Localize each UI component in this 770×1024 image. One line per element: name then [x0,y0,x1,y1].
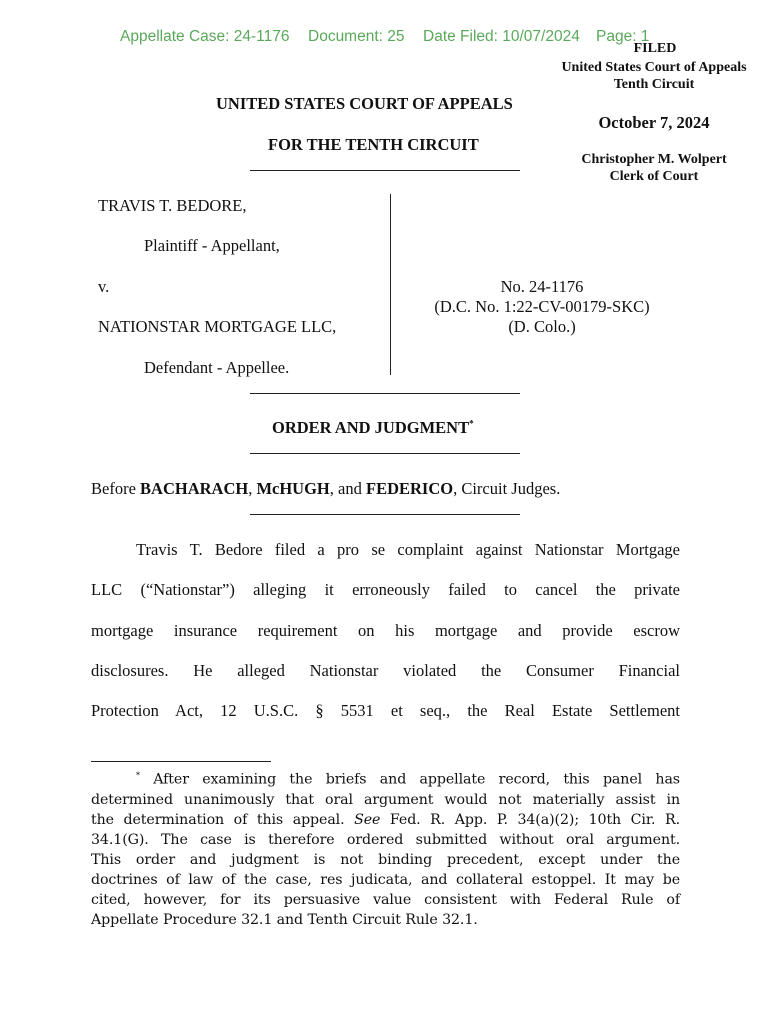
footnote-line: 34.1(G). The case is therefore ordered submitted without oral argument. [91,832,680,848]
divider [250,393,520,394]
case-number: No. 24-1176 [500,277,584,296]
body-line: disclosures. He alleged Nationstar violated the Consumer Financial [91,661,680,680]
footnote-line: doctrines of law of the case, res judicata, and collateral estoppel. It may be [91,872,680,888]
judge-name: McHUGH [256,479,330,498]
divider [250,514,520,515]
caption-vertical-divider [390,194,391,375]
body-line: mortgage insurance requirement on his mortgage and provide escrow [91,621,680,640]
plaintiff-name: TRAVIS T. BEDORE, [98,196,247,215]
body-line: Protection Act, 12 U.S.C. § 5531 et seq., the Real Estate Settlement [91,701,680,720]
header-page-number: Page: 1 [596,28,650,45]
footnote-line: This order and judgment is not binding precedent, except under the [91,852,680,868]
defendant-name: NATIONSTAR MORTGAGE LLC, [98,317,337,336]
body-line: Travis T. Bedore filed a pro se complaint against Nationstar Mortgage [136,540,680,559]
court-title-line2: FOR THE TENTH CIRCUIT [268,135,479,154]
footnote-mark: * [136,771,140,780]
panel-before: Before [91,479,141,498]
stamp-filed: FILED [633,41,677,56]
footnote-reference: * [469,418,474,429]
footnote-line: determined unanimously that oral argument would not materially assist in [91,792,680,808]
footnote-line: cited, however, for its persuasive value consistent with Federal Rule of [91,892,680,908]
header-case-number: Appellate Case: 24-1176 [120,28,290,45]
header-document-number: Document: 25 [308,28,405,45]
stamp-court: United States Court of Appeals [561,60,747,75]
divider [250,170,520,171]
footnote-separator [91,761,271,762]
footnote-text: Fed. R. App. P. 34(a)(2); 10th Cir. R. [380,812,680,828]
stamp-circuit: Tenth Circuit [613,77,695,92]
stamp-clerk-name: Christopher M. Wolpert [581,152,727,167]
panel-line [91,479,560,499]
divider [250,453,520,454]
court-title-line1: UNITED STATES COURT OF APPEALS [216,94,513,113]
footnote-text: the determination of this appeal. [91,812,355,828]
body-line: LLC (“Nationstar”) alleging it erroneously failed to cancel the private [91,580,680,599]
judge-name: FEDERICO [365,479,454,498]
footnote-line [136,771,680,788]
footnote-line [91,812,680,828]
plaintiff-role: Plaintiff - Appellant, [144,236,280,255]
versus: v. [98,277,110,296]
stamp-date: October 7, 2024 [598,113,710,132]
footnote-text: After examining the briefs and appellate record, this panel has [139,771,680,788]
district-court-number: (D.C. No. 1:22-CV-00179-SKC) [434,297,650,316]
panel-suffix: , Circuit Judges. [453,479,561,498]
footnote-signal: See [354,812,381,828]
header-date-filed: Date Filed: 10/07/2024 [423,28,580,45]
stamp-clerk-title: Clerk of Court [609,169,699,184]
district: (D. Colo.) [508,317,576,336]
judge-name: BACHARACH [140,479,249,498]
order-title-text: ORDER AND JUDGMENT [272,418,470,437]
defendant-role: Defendant - Appellee. [144,358,290,377]
footnote-line: Appellate Procedure 32.1 and Tenth Circuit Rule 32.1. [91,912,478,928]
panel-separator: , and [329,479,366,498]
order-title [272,418,474,438]
panel-separator: , [248,479,257,498]
